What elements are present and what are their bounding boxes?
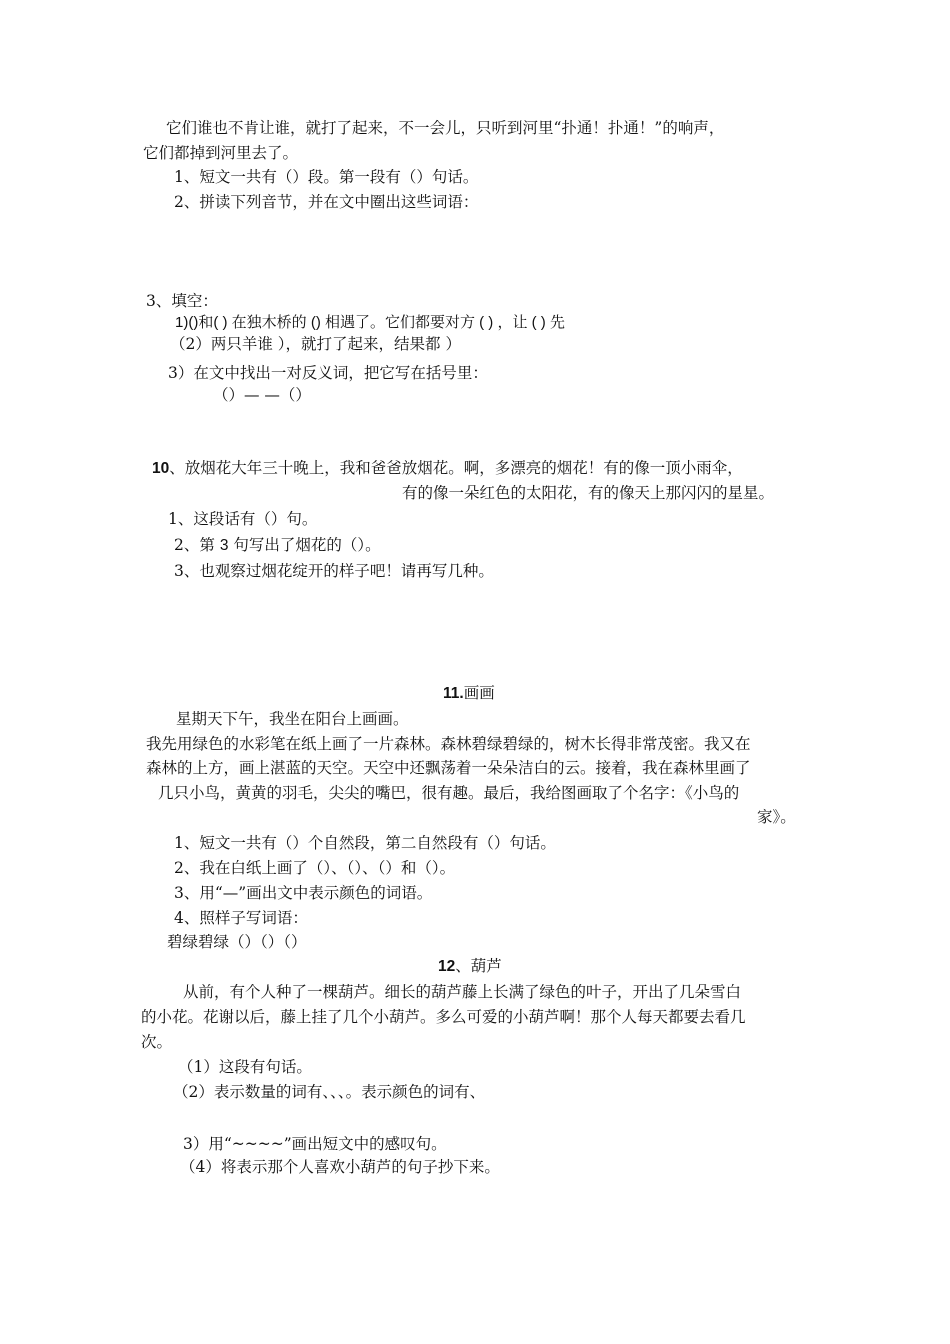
paragraph-line: 森林的上方，画上湛蓝的天空。天空中还飘荡着一朵朵洁白的云。接着，我在森林里画了 bbox=[146, 759, 751, 777]
section-title: 画画 bbox=[463, 684, 495, 702]
paragraph-line: 星期天下午，我坐在阳台上画画。 bbox=[176, 710, 409, 728]
question: 3、也观察过烟花绽开的样子吧！请再写几种。 bbox=[174, 562, 494, 580]
question: 1、这段话有（）句。 bbox=[168, 510, 318, 528]
section-heading-10 bbox=[152, 457, 743, 480]
paragraph-line: 家》。 bbox=[757, 808, 796, 826]
section-title: 、葫芦 bbox=[455, 957, 502, 975]
section-heading-12 bbox=[438, 955, 502, 978]
paragraph-line: 次。 bbox=[141, 1033, 173, 1051]
fill-blank-line: 1)()和( ) 在独木桥的 () 相遇了。它们都要对方 ( ) ，让 ( ) 先 bbox=[175, 314, 565, 331]
paragraph-line: 我先用绿色的水彩笔在纸上画了一片森林。森林碧绿碧绿的，树木长得非常茂密。我又在 bbox=[146, 735, 751, 753]
word-pattern-blanks: 碧绿碧绿（）（）（） bbox=[167, 933, 307, 951]
paragraph-line: 从前，有个人种了一棵葫芦。细长的葫芦藤上长满了绿色的叶子，开出了几朵雪白 bbox=[183, 983, 742, 1001]
question: 3）在文中找出一对反义词，把它写在括号里： bbox=[168, 364, 488, 382]
section-number: 11. bbox=[443, 685, 464, 702]
question: 1、短文一共有（）段。第一段有（）句话。 bbox=[174, 168, 479, 186]
fill-blank-line: （2）两只羊谁 ），就打了起来，结果都 ） bbox=[170, 335, 461, 353]
question: 2、拼读下列音节，并在文中圈出这些词语： bbox=[174, 193, 479, 211]
question: 4、照样子写词语： bbox=[174, 909, 308, 927]
paragraph-line: 几只小鸟，黄黄的羽毛，尖尖的嘴巴，很有趣。最后，我给图画取了个名字：《小鸟的 bbox=[158, 784, 740, 802]
question bbox=[174, 534, 381, 557]
question: （4）将表示那个人喜欢小葫芦的句子抄下来。 bbox=[180, 1158, 500, 1176]
antonym-blank: （）— —（） bbox=[213, 386, 311, 404]
paragraph-line: 它们谁也不肯让谁，就打了起来，不一会儿，只听到河里“扑通！扑通！”的响声， bbox=[166, 119, 725, 137]
question: 1、短文一共有（）个自然段，第二自然段有（）句话。 bbox=[174, 834, 556, 852]
section-title-line: 、放烟花大年三十晚上，我和爸爸放烟花。啊，多漂亮的烟花！有的像一顶小雨伞， bbox=[169, 459, 743, 477]
question: 3、填空： bbox=[146, 292, 218, 310]
question-text: 2、第 bbox=[174, 536, 215, 554]
sentence-number: 3 bbox=[219, 537, 229, 554]
question-text: 句写出了烟花的（）。 bbox=[233, 536, 381, 554]
section-number: 12 bbox=[438, 958, 456, 975]
paragraph-line: 的小花。花谢以后，藤上挂了几个小葫芦。多么可爱的小葫芦啊！那个人每天都要去看几 bbox=[141, 1008, 746, 1026]
question: 3、用“—”画出文中表示颜色的词语。 bbox=[174, 884, 433, 902]
question: （1）这段有句话。 bbox=[178, 1058, 312, 1076]
question: 3）用“~~~~”画出短文中的感叹句。 bbox=[183, 1135, 447, 1153]
section-number: 10 bbox=[152, 460, 170, 477]
section-heading-11 bbox=[443, 682, 495, 705]
question: （2）表示数量的词有、、、。表示颜色的词有、 bbox=[173, 1083, 486, 1101]
paragraph-line: 有的像一朵红色的太阳花，有的像天上那闪闪的星星。 bbox=[402, 484, 775, 502]
paragraph-line: 它们都掉到河里去了。 bbox=[143, 144, 299, 162]
question: 2、我在白纸上画了（）、（）、（）和（）。 bbox=[174, 859, 456, 877]
